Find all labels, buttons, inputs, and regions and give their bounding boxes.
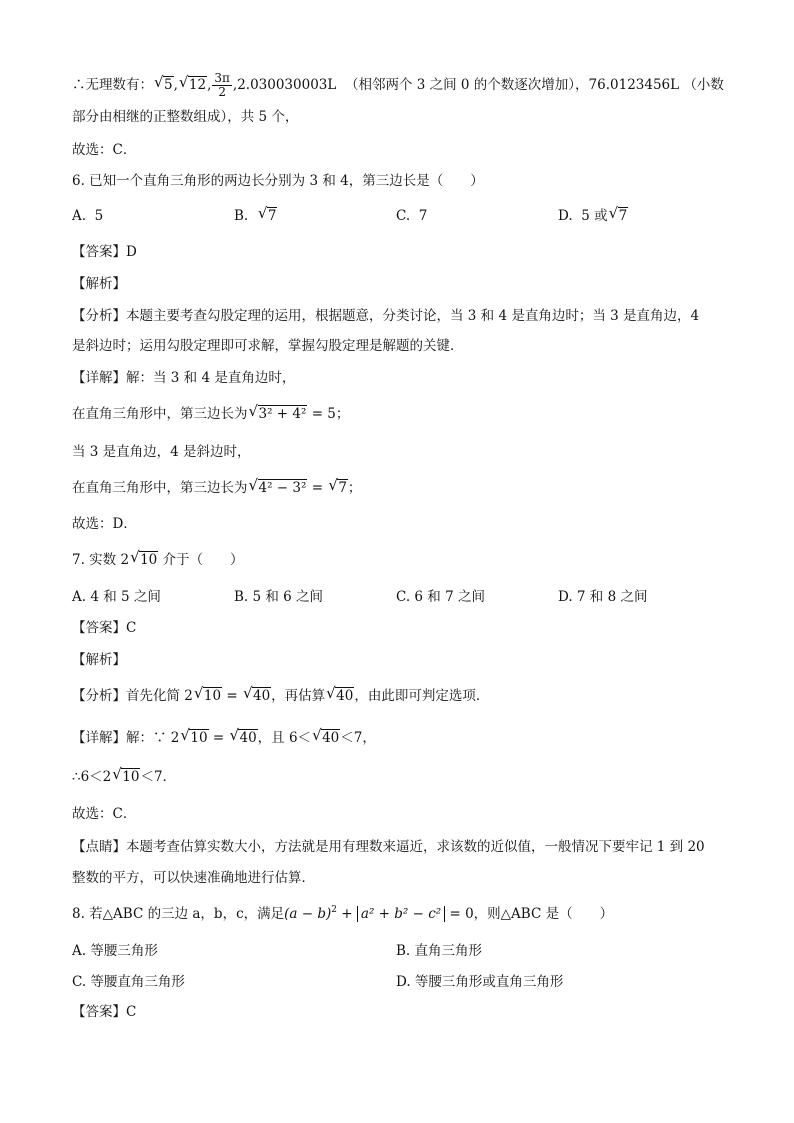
q6-jiexi: 【解析】 [72, 276, 126, 292]
q5-irrational-line: ∴无理数有： √ 5, √ 12, $\frac{3\pi}{2}$ ,2.030030003L （相邻两个 3 之间 0 的个数逐次增加），76.0123456L （小数 [72, 71, 724, 99]
q7-answer: 【答案】C [72, 620, 137, 636]
note-text: （相邻两个 3 之间 0 的个数逐次增加），76.0123456L （小数 [344, 77, 724, 93]
q8-option-c: C. 等腰直角三角形 [72, 974, 185, 990]
q5-choose: 故选：C． [72, 142, 137, 158]
q6-option-b: B. √ 7 [234, 204, 277, 224]
q8-option-a: A. 等腰三角形 [72, 943, 158, 959]
text: ∴无理数有： [72, 77, 153, 93]
q7-stem: 7. 实数 2 √ 10 介于（ ） [72, 548, 244, 568]
q6-detail-3: 当 3 是直角边，4 是斜边时， [72, 444, 251, 460]
q8-stem: 8. 若△ABC 的三边 a，b，c，满足$(a - b)^2 + a^2 + b^2 - c^2 = 0$，则△ABC 是（ ） [72, 905, 614, 922]
q7-option-d: D. 7 和 8 之间 [558, 589, 648, 605]
q6-option-c: C. 7 [396, 208, 428, 224]
q8-option-b: B. 直角三角形 [396, 943, 483, 959]
series-text: ,2.030030003L [232, 77, 337, 93]
q6-detail-1: 【详解】解：当 3 和 4 是直角边时， [72, 370, 296, 386]
q6-fenxi-2: 是斜边时；运用勾股定理即可求解，掌握勾股定理是解题的关键． [72, 338, 464, 354]
sqrt-12: √ 12 [178, 73, 207, 93]
q6-fenxi-1: 【分析】本题主要考查勾股定理的运用，根据题意，分类讨论，当 3 和 4 是直角边时；当 3 是直角边，4 [72, 308, 700, 324]
q7-fenxi: 【分析】首先化简 2 √ 10 = √ 40，再估算 √ 40，由此即可判定选项． [72, 684, 490, 704]
q7-detail: 【详解】解：∵ 2 √ 10 = √ 40，且 6＜ √ 40＜7， [72, 726, 376, 746]
q7-dianjing-2: 整数的平方，可以快速准确地进行估算． [72, 870, 315, 886]
q8-option-d: D. 等腰三角形或直角三角形 [396, 974, 564, 990]
q6-choose: 故选：D． [72, 516, 137, 532]
q7-dianjing-1: 【点睛】本题考查估算实数大小，方法就是用有理数来逼近，求该数的近似值，一般情况下要牢记 1 到 20 [72, 839, 705, 855]
q6-option-a: A. 5 [72, 208, 104, 224]
q6-option-d: D. 5 或 √ 7 [558, 204, 628, 224]
q8-answer: 【答案】C [72, 1004, 137, 1020]
q6-detail-4: 在直角三角形中，第三边长为 √ 4² − 3² = √ 7； [72, 476, 362, 496]
q7-option-c: C. 6 和 7 之间 [396, 589, 485, 605]
q7-therefore: ∴6＜2 √ 10＜7． [72, 765, 177, 785]
q7-option-a: A. 4 和 5 之间 [72, 589, 161, 605]
q7-option-b: B. 5 和 6 之间 [234, 589, 324, 605]
q5-line2: 部分由相继的正整数组成），共 5 个， [72, 109, 299, 125]
q6-stem: 6. 已知一个直角三角形的两边长分别为 3 和 4，第三边长是（ ） [72, 173, 484, 189]
q7-choose: 故选：C． [72, 806, 137, 822]
fraction-3pi-over-2: $\frac{3\pi}{2}$ [214, 71, 230, 99]
q6-answer: 【答案】D [72, 244, 137, 260]
sqrt-5: √ 5 [154, 73, 173, 93]
q6-detail-2: 在直角三角形中，第三边长为 √ 3² + 4² = 5； [72, 402, 350, 422]
q7-jiexi: 【解析】 [72, 652, 126, 668]
